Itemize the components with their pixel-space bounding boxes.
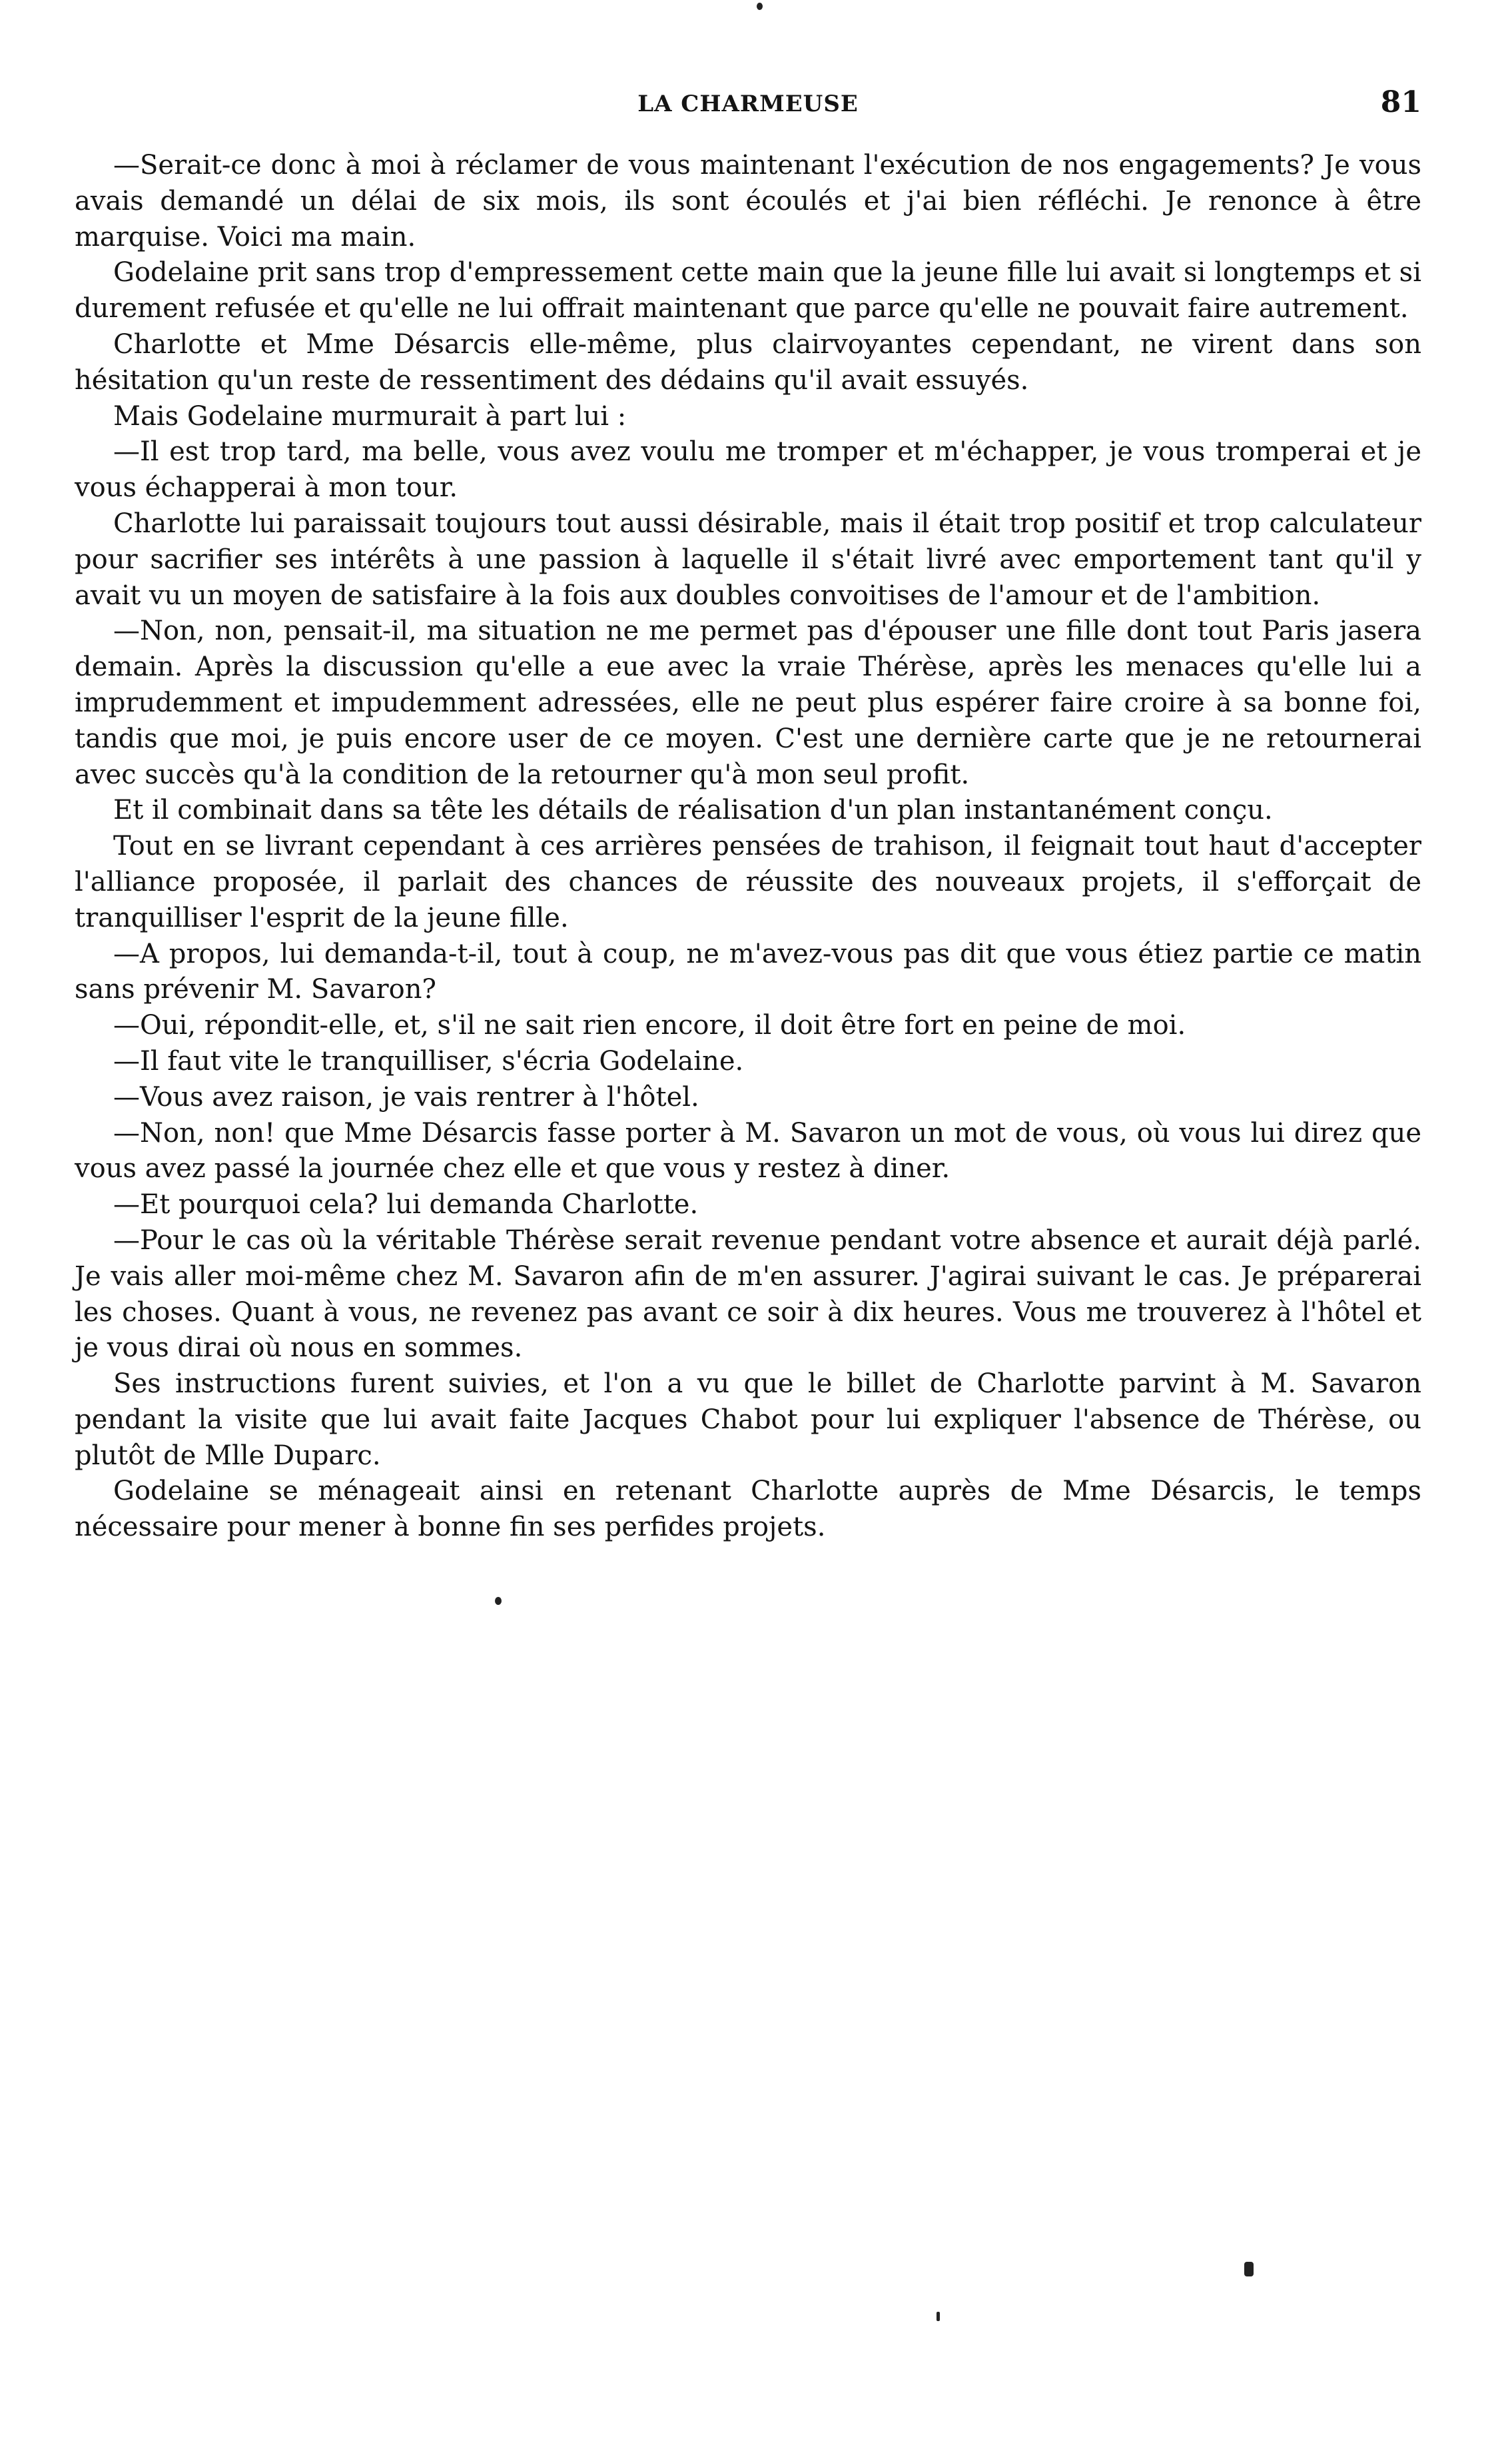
print-speck	[757, 3, 763, 10]
page-number: 81	[1380, 85, 1421, 119]
paragraph: Charlotte et Mme Désarcis elle-même, plus clairvoyantes cependant, ne virent dans son hésitation qu'un reste de ressentiment des dédains qu'il avait essuyés.	[75, 328, 1421, 396]
print-speck	[937, 2312, 940, 2321]
paragraph: —Oui, répondit-elle, et, s'il ne sait rien encore, il doit être fort en peine de moi.	[113, 1010, 1186, 1041]
paragraph: Et il combinait dans sa tête les détails de réalisation d'un plan instantanément conçu.	[113, 795, 1273, 826]
paragraph: —Non, non! que Mme Désarcis fasse porter à M. Savaron un mot de vous, où vous lui direz que vous avez passé la journée chez elle et que vous y restez à diner.	[75, 1117, 1421, 1185]
paragraph: Godelaine prit sans trop d'empressement cette main que la jeune fille lui avait si longtemps et si durement refusée et qu'elle ne lui offrait maintenant que parce qu'elle ne pouvait faire autrement.	[75, 257, 1421, 324]
paragraph: Tout en se livrant cependant à ces arrières pensées de trahison, il feignait tout haut d'accepter l'alliance proposée, il parlait des chances de réussite des nouveaux projets, il s'efforçait de tranquilliser l'esprit de la jeune fille.	[75, 831, 1421, 933]
print-speck	[495, 1597, 502, 1605]
book-page	[75, 80, 1421, 1546]
paragraph: Mais Godelaine murmurait à part lui :	[113, 400, 627, 432]
paragraph: —Serait-ce donc à moi à réclamer de vous maintenant l'exécution de nos engagements? Je vous avais demandé un délai de six mois, ils sont écoulés et j'ai bien réfléchi. Je renonce à être marquise. Voici ma main.	[75, 150, 1421, 252]
paragraph: —Pour le cas où la véritable Thérèse serait revenue pendant votre absence et aurait déjà parlé. Je vais aller moi-même chez M. Savaron afin de m'en assurer. J'agirai suivant le cas. Je préparerai les choses. Quant à vous, ne revenez pas avant ce soir à dix heures. Vous me trouverez à l'hôtel et je vous dirai où nous en sommes.	[75, 1225, 1421, 1364]
paragraph: —Vous avez raison, je vais rentrer à l'hôtel.	[113, 1081, 699, 1113]
paragraph: Ses instructions furent suivies, et l'on a vu que le billet de Charlotte parvint à M. Savaron pendant la visite que lui avait faite Jacques Chabot pour lui expliquer l'absence de Thérèse, ou plutôt de Mlle Duparc.	[75, 1368, 1421, 1471]
paragraph: —Il faut vite le tranquilliser, s'écria Godelaine.	[113, 1045, 744, 1077]
body-text	[75, 148, 1421, 1546]
paragraph: Godelaine se ménageait ainsi en retenant Charlotte auprès de Mme Désarcis, le temps nécessaire pour mener à bonne fin ses perfides projets.	[75, 1476, 1421, 1543]
page-header	[75, 80, 1421, 133]
paragraph: Charlotte lui paraissait toujours tout aussi désirable, mais il était trop positif et trop calculateur pour sacrifier ses intérêts à une passion à laquelle il s'était livré avec emportement tant qu'il y avait vu un moyen de satisfaire à la fois aux doubles convoitises de l'amour et de l'ambition.	[75, 508, 1421, 611]
paragraph: —A propos, lui demanda-t-il, tout à coup, ne m'avez-vous pas dit que vous étiez partie ce matin sans prévenir M. Savaron?	[75, 938, 1421, 1005]
paragraph: —Non, non, pensait-il, ma situation ne me permet pas d'épouser une fille dont tout Paris jasera demain. Après la discussion qu'elle a eue avec la vraie Thérèse, après les menaces qu'elle lui a imprudemment et impudemment adressées, elle ne peut plus espérer faire croire à sa bonne foi, tandis que moi, je puis encore user de ce moyen. C'est une dernière carte que je ne retournerai avec succès qu'à la condition de la retourner qu'à mon seul profit.	[75, 616, 1421, 790]
running-title: LA CHARMEUSE	[637, 91, 859, 117]
paragraph: —Il est trop tard, ma belle, vous avez voulu me tromper et m'échapper, je vous tromperai et je vous échapperai à mon tour.	[75, 436, 1421, 504]
paragraph: —Et pourquoi cela? lui demanda Charlotte.	[113, 1189, 699, 1221]
print-speck	[1244, 2262, 1254, 2276]
